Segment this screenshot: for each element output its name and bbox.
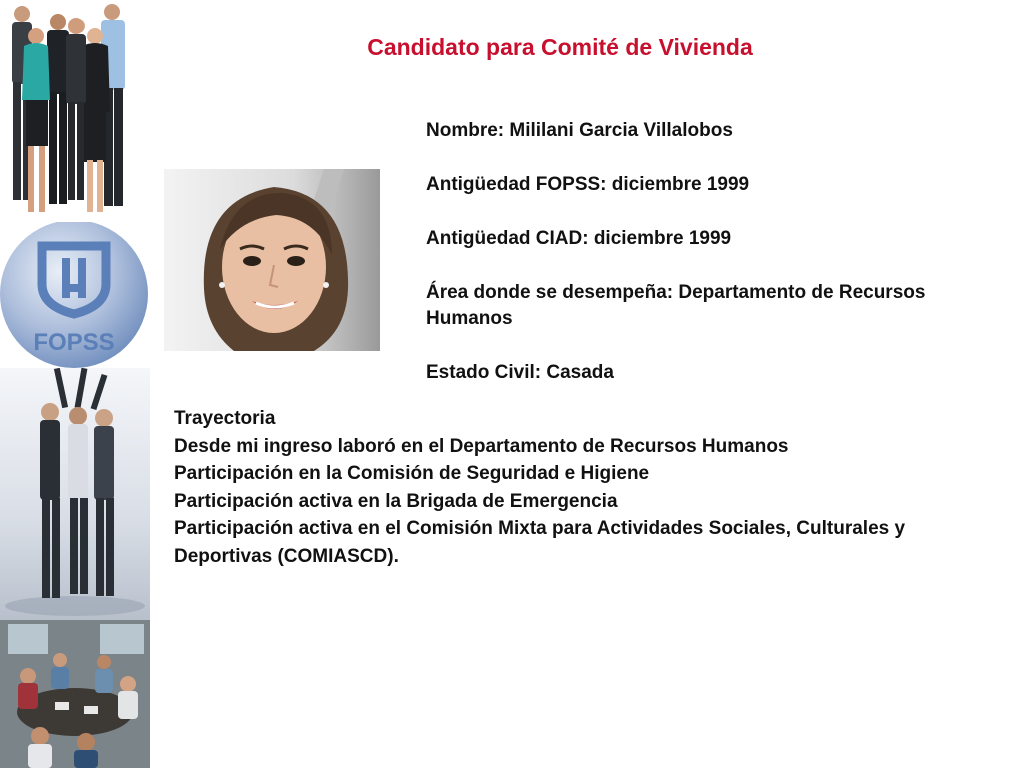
trajectory-section [174,405,954,570]
candidate-name: Nombre: Mililani Garcia Villalobos [426,120,733,141]
civil-status: Estado Civil: Casada [426,362,614,383]
fopss-seniority: Antigüedad FOPSS: diciembre 1999 [426,174,750,195]
reaching-team-illustration [0,368,150,620]
candidate-info [426,118,946,414]
reaching-team-photo [0,368,150,620]
trajectory-item: Desde mi ingreso laboró en el Departamento de Recursos Humanos [174,435,789,457]
team-photo [0,0,150,222]
portrait-illustration [164,169,380,351]
work-area: Área donde se desempeña: Departamento de Recursos Humanos [426,282,926,329]
ciad-seniority: Antigüedad CIAD: diciembre 1999 [426,228,732,249]
meeting-illustration [0,620,150,768]
trajectory-item: Participación activa en el Comisión Mixta para Actividades Sociales, Culturales y Deportivas (COMIASCD). [174,518,906,567]
trajectory-item: Participación activa en la Brigada de Emergencia [174,490,618,512]
logo-text: FOPSS [33,329,115,356]
fopss-logo [0,222,150,368]
trajectory-heading: Trayectoria [174,408,276,429]
fopss-logo-graphic [0,222,150,368]
sidebar-image-strip [0,0,150,768]
team-illustration [0,0,150,222]
trajectory-item: Participación en la Comisión de Seguridad e Higiene [174,463,650,484]
candidate-portrait [164,169,380,351]
meeting-photo [0,620,150,768]
slide-title: Candidato para Comité de Vivienda [367,34,753,60]
